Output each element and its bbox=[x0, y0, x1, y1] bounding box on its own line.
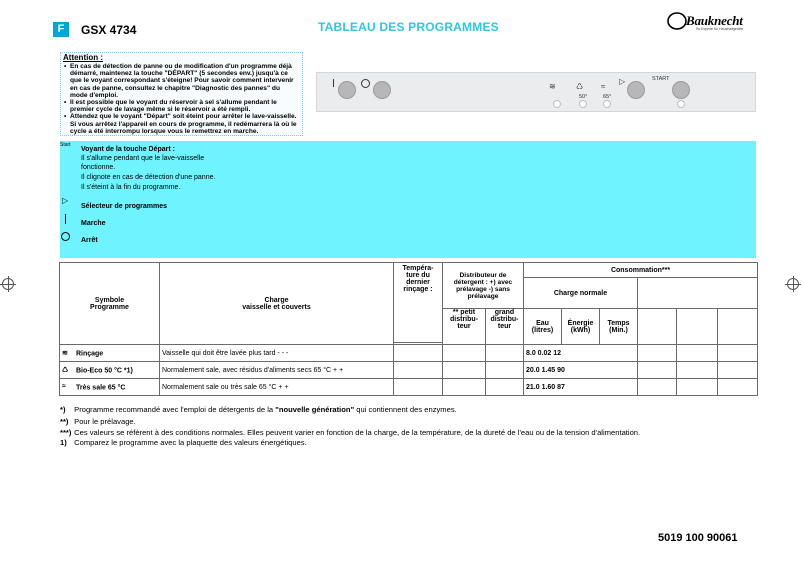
charge-cell: Vaisselle qui doit être lavée plus tard - - - bbox=[160, 345, 394, 362]
program-cell bbox=[60, 345, 160, 362]
footnote-emphasis: "nouvelle génération" bbox=[275, 405, 355, 414]
heavy-icon: ≈ bbox=[62, 382, 66, 390]
program-cell bbox=[60, 379, 160, 396]
charge-cell: Normalement sale ou très sale 65 °C + + bbox=[160, 379, 394, 396]
attention-title: Attention : bbox=[63, 53, 103, 62]
temp-cell bbox=[394, 379, 443, 396]
table-row bbox=[60, 345, 758, 362]
temp-cell bbox=[394, 362, 443, 379]
footnote bbox=[60, 417, 136, 427]
table-row bbox=[60, 362, 758, 379]
empty-cell bbox=[677, 345, 718, 362]
selector-label: Sélecteur de programmes bbox=[81, 203, 167, 210]
footnote bbox=[60, 438, 307, 448]
values-cell: 21.0 1.60 87 bbox=[524, 379, 638, 396]
header-charge-sub: vaisselle et couverts bbox=[242, 303, 311, 311]
start-led bbox=[677, 100, 685, 108]
document-code: 5019 100 90061 bbox=[658, 532, 738, 544]
rinse-icon: ≋ bbox=[62, 349, 68, 357]
values-cell: 20.0 1.45 90 bbox=[524, 362, 638, 379]
empty-cell bbox=[677, 362, 718, 379]
program-table bbox=[59, 262, 758, 396]
start-button[interactable] bbox=[672, 81, 690, 99]
program-cell bbox=[60, 362, 160, 379]
temp-cell bbox=[394, 345, 443, 362]
registration-mark-left bbox=[2, 278, 14, 290]
petit-cell bbox=[443, 362, 486, 379]
footnote-key: 1) bbox=[60, 438, 67, 447]
footnote-key: **) bbox=[60, 417, 69, 426]
header-symbol: Symbole bbox=[94, 296, 125, 304]
voyant-line: Il s'éteint à la fin du programme. bbox=[81, 184, 181, 191]
on-label: Marche bbox=[81, 220, 106, 227]
page-title: TABLEAU DES PROGRAMMES bbox=[318, 20, 499, 34]
footnote-key: ***) bbox=[60, 428, 72, 437]
brand-tagline: Ihr Experte für Haushaltgeräte bbox=[696, 27, 743, 31]
off-circle-icon bbox=[61, 232, 70, 241]
grand-cell bbox=[486, 362, 524, 379]
heavy-program-icon: ≈ bbox=[601, 82, 606, 91]
program-selector-button[interactable] bbox=[627, 81, 645, 99]
header-energy: Énergie (kWh) bbox=[562, 309, 600, 345]
header-consumption: Consommation*** bbox=[524, 263, 758, 278]
header-empty bbox=[638, 309, 677, 345]
start-label: START bbox=[652, 76, 670, 82]
grand-cell bbox=[486, 345, 524, 362]
program-name: Très sale 65 °C bbox=[75, 383, 126, 391]
attention-item: • Il est possible que le voyant du réservoir à sel s'allume pendant le premier cycle de lavage même si le réservoir a été rempli. bbox=[63, 99, 299, 113]
off-symbol-icon bbox=[361, 79, 370, 88]
power-off-button[interactable] bbox=[373, 81, 391, 99]
header-charge-normale: Charge normale bbox=[524, 278, 638, 309]
footnote bbox=[60, 428, 640, 438]
header-empty bbox=[677, 309, 718, 345]
selector-arrow-icon: ▷ bbox=[62, 196, 69, 205]
registration-mark-right bbox=[787, 278, 799, 290]
empty-cell bbox=[638, 379, 677, 396]
header-petit: ** petit distribu- teur bbox=[443, 309, 486, 345]
program-name: Bio-Eco 50 °C *1) bbox=[75, 366, 133, 374]
grand-cell bbox=[486, 379, 524, 396]
eco-icon: ♺ bbox=[62, 366, 69, 374]
control-panel bbox=[316, 72, 756, 112]
language-badge: F bbox=[53, 22, 69, 37]
off-label: Arrêt bbox=[81, 237, 98, 244]
header-symbol-cell bbox=[60, 263, 160, 345]
empty-cell bbox=[718, 379, 758, 396]
footnote bbox=[60, 405, 457, 415]
brand-logo-icon bbox=[666, 11, 688, 33]
heavy-temp-label: 65° bbox=[603, 94, 612, 100]
voyant-title: Voyant de la touche Départ : bbox=[81, 146, 175, 153]
program-selector-icon: ▷ bbox=[619, 77, 626, 86]
header-temperature: Tempéra- ture du dernier rinçage : bbox=[394, 263, 443, 343]
legend-block bbox=[60, 141, 756, 258]
brand-name: Bauknecht bbox=[686, 13, 743, 28]
eco-led bbox=[579, 100, 587, 108]
brand-logo bbox=[666, 11, 754, 37]
header-charge-cell bbox=[160, 263, 394, 345]
header-distributor: Distributeur de détergent : +) avec prélavage -) sans prélavage bbox=[443, 263, 524, 309]
petit-cell bbox=[443, 379, 486, 396]
empty-cell bbox=[638, 362, 677, 379]
power-on-button[interactable] bbox=[338, 81, 356, 99]
heavy-led bbox=[603, 100, 611, 108]
footnote-text: qui contiennent des enzymes. bbox=[354, 405, 457, 414]
rinse-program-icon: ≋ bbox=[549, 82, 556, 91]
attention-box bbox=[60, 52, 303, 136]
charge-cell: Normalement sale, avec résidus d'aliments secs 65 °C + + bbox=[160, 362, 394, 379]
header-program: Programme bbox=[90, 303, 129, 311]
header-grand: grand distribu- teur bbox=[486, 309, 524, 345]
header-time: Temps (Min.) bbox=[600, 309, 638, 345]
table-row bbox=[60, 379, 758, 396]
voyant-line: fonctionne. bbox=[81, 164, 116, 171]
empty-cell bbox=[718, 362, 758, 379]
on-symbol-icon bbox=[333, 79, 334, 87]
footnote-text: Programme recommandé avec l'emploi de détergents de la bbox=[74, 405, 276, 414]
eco-program-icon: ♺ bbox=[576, 82, 584, 91]
empty-cell bbox=[718, 345, 758, 362]
model-number: GSX 4734 bbox=[81, 23, 137, 37]
start-icon: Start bbox=[60, 142, 71, 148]
empty-cell bbox=[677, 379, 718, 396]
attention-item: • En cas de détection de panne ou de modification d'un programme déjà démarré, maintenez la touche "DÉPART" (5 secondes env.) jusqu'à ce que le voyant correspondant s'éteigne! Pour savoir comment intervenir en cas de panne, consultez le chapitre "Diagnostic des pannes" du mode d'emploi. bbox=[63, 63, 299, 99]
attention-item: • Attendez que le voyant "Départ" soit éteint pour arrêter le lave-vaisselle. Si vous arrêtez l'appareil en cours de programme, il redémarrera là où le cycle a été interrompu lorsque vous le remettrez en marche. bbox=[63, 113, 299, 135]
footnote-text: Comparez le programme avec la plaquette des valeurs énergétiques. bbox=[74, 438, 307, 447]
values-cell: 8.0 0.02 12 bbox=[524, 345, 638, 362]
program-name: Rinçage bbox=[75, 349, 104, 357]
eco-temp-label: 50° bbox=[579, 94, 588, 100]
header-empty bbox=[638, 278, 758, 309]
voyant-line: Il s'allume pendant que le lave-vaisselle bbox=[81, 155, 205, 162]
attention-list bbox=[63, 63, 299, 135]
petit-cell bbox=[443, 345, 486, 362]
voyant-line: Il clignote en cas de détection d'une panne. bbox=[81, 174, 216, 181]
on-line-icon bbox=[65, 214, 66, 224]
footnote-key: *) bbox=[60, 405, 66, 414]
rinse-led bbox=[553, 100, 561, 108]
header-charge: Charge bbox=[264, 296, 289, 304]
footnote-text: Pour le prélavage. bbox=[74, 417, 136, 426]
header-water: Eau (litres) bbox=[524, 309, 562, 345]
footnote-text: Ces valeurs se réfèrent à des conditions normales. Elles peuvent varier en fonction de la charge, de la température, de la dureté de l'eau ou de la tension d'alimentation. bbox=[74, 428, 641, 437]
empty-cell bbox=[638, 345, 677, 362]
header-empty bbox=[718, 309, 758, 345]
